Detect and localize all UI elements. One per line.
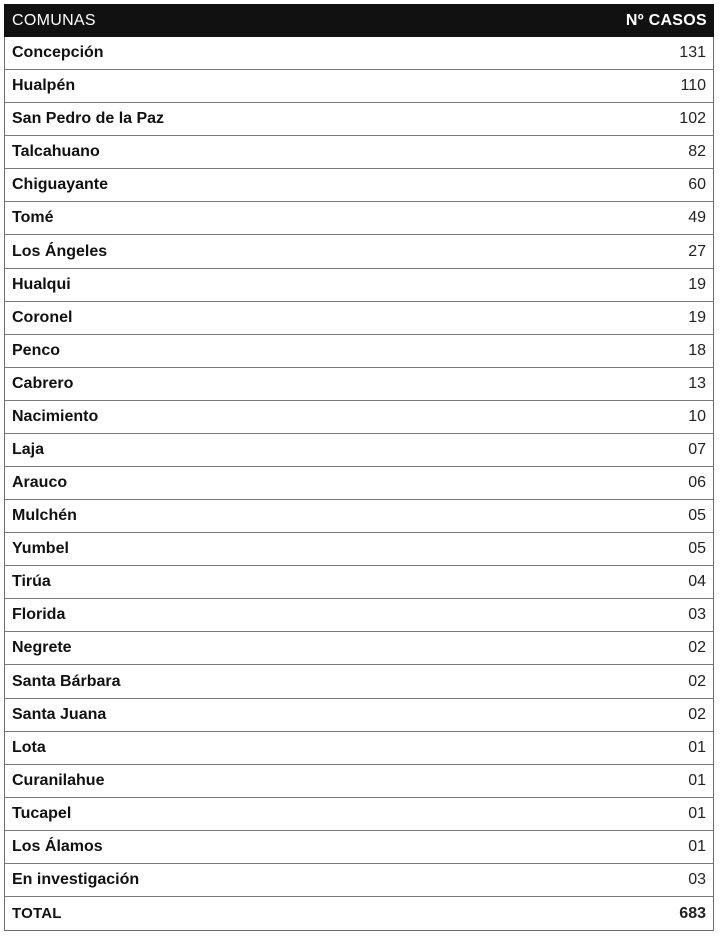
table-row xyxy=(5,136,713,169)
comuna-name: Cabrero xyxy=(12,374,74,392)
comuna-name: Laja xyxy=(12,440,45,458)
case-count: 07 xyxy=(688,440,706,458)
comuna-name: Tomé xyxy=(12,209,54,227)
table-row xyxy=(5,335,713,368)
comuna-name: Talcahuano xyxy=(12,143,100,161)
comuna-name: Curanilahue xyxy=(12,771,105,789)
table-row xyxy=(5,831,713,864)
comuna-name: Santa Juana xyxy=(12,705,107,723)
table-row xyxy=(5,202,713,235)
comuna-name: Chiguayante xyxy=(12,176,109,194)
case-count: 27 xyxy=(688,242,706,260)
total-row xyxy=(5,897,713,930)
case-count: 131 xyxy=(679,44,706,62)
table-row xyxy=(5,235,713,268)
table-row xyxy=(5,765,713,798)
table-row xyxy=(5,500,713,533)
table-row xyxy=(5,269,713,302)
table-row xyxy=(5,169,713,202)
case-count: 102 xyxy=(679,110,706,128)
case-count: 01 xyxy=(688,804,706,822)
case-count: 110 xyxy=(680,77,706,95)
case-count: 04 xyxy=(688,573,706,591)
comuna-name: En investigación xyxy=(12,870,140,888)
case-count: 19 xyxy=(688,275,706,293)
case-count: 19 xyxy=(688,308,706,326)
cases-table xyxy=(4,4,714,931)
table-row xyxy=(5,632,713,665)
comuna-name: Tucapel xyxy=(12,804,72,822)
header-casos: Nº CASOS xyxy=(625,11,707,29)
comuna-name: Tirúa xyxy=(12,573,51,591)
case-count: 06 xyxy=(688,474,706,492)
case-count: 49 xyxy=(688,209,706,227)
case-count: 01 xyxy=(688,837,706,855)
comuna-name: Florida xyxy=(12,606,66,624)
comuna-name: Mulchén xyxy=(12,507,77,525)
table-row xyxy=(5,665,713,698)
case-count: 02 xyxy=(688,672,706,690)
total-value: 683 xyxy=(679,904,706,922)
table-row xyxy=(5,467,713,500)
comuna-name: Nacimiento xyxy=(12,407,99,425)
comuna-name: Hualqui xyxy=(12,275,71,293)
comuna-name: Los Álamos xyxy=(12,837,103,855)
table-row xyxy=(5,70,713,103)
table-row xyxy=(5,864,713,897)
header-comunas: COMUNAS xyxy=(12,11,96,29)
table-row xyxy=(5,302,713,335)
table-header xyxy=(4,4,714,37)
table-row xyxy=(5,401,713,434)
table-row xyxy=(5,699,713,732)
case-count: 60 xyxy=(688,176,706,194)
case-count: 10 xyxy=(688,407,706,425)
comuna-name: Yumbel xyxy=(12,540,69,558)
case-count: 03 xyxy=(688,606,706,624)
comuna-name: Negrete xyxy=(12,639,72,657)
table-row xyxy=(5,599,713,632)
case-count: 05 xyxy=(688,507,706,525)
comuna-name: Coronel xyxy=(12,308,73,326)
comuna-name: Lota xyxy=(12,738,46,756)
table-row xyxy=(5,533,713,566)
table-row xyxy=(5,37,713,70)
table-row xyxy=(5,103,713,136)
comuna-name: Concepción xyxy=(12,44,104,62)
table-row xyxy=(5,434,713,467)
case-count: 05 xyxy=(688,540,706,558)
case-count: 01 xyxy=(688,771,706,789)
case-count: 13 xyxy=(688,374,706,392)
case-count: 82 xyxy=(688,143,706,161)
case-count: 02 xyxy=(688,639,706,657)
comuna-name: Arauco xyxy=(12,474,68,492)
table-row xyxy=(5,368,713,401)
case-count: 01 xyxy=(688,738,706,756)
table-row xyxy=(5,566,713,599)
case-count: 02 xyxy=(688,705,706,723)
table-row xyxy=(5,732,713,765)
comuna-name: San Pedro de la Paz xyxy=(12,110,165,128)
comuna-name: Santa Bárbara xyxy=(12,672,121,690)
case-count: 18 xyxy=(688,341,706,359)
comuna-name: Hualpén xyxy=(12,77,76,95)
table-row xyxy=(5,798,713,831)
total-label: TOTAL xyxy=(12,905,62,923)
comuna-name: Penco xyxy=(12,341,61,359)
case-count: 03 xyxy=(688,870,706,888)
table-body xyxy=(4,37,714,931)
comuna-name: Los Ángeles xyxy=(12,242,108,260)
